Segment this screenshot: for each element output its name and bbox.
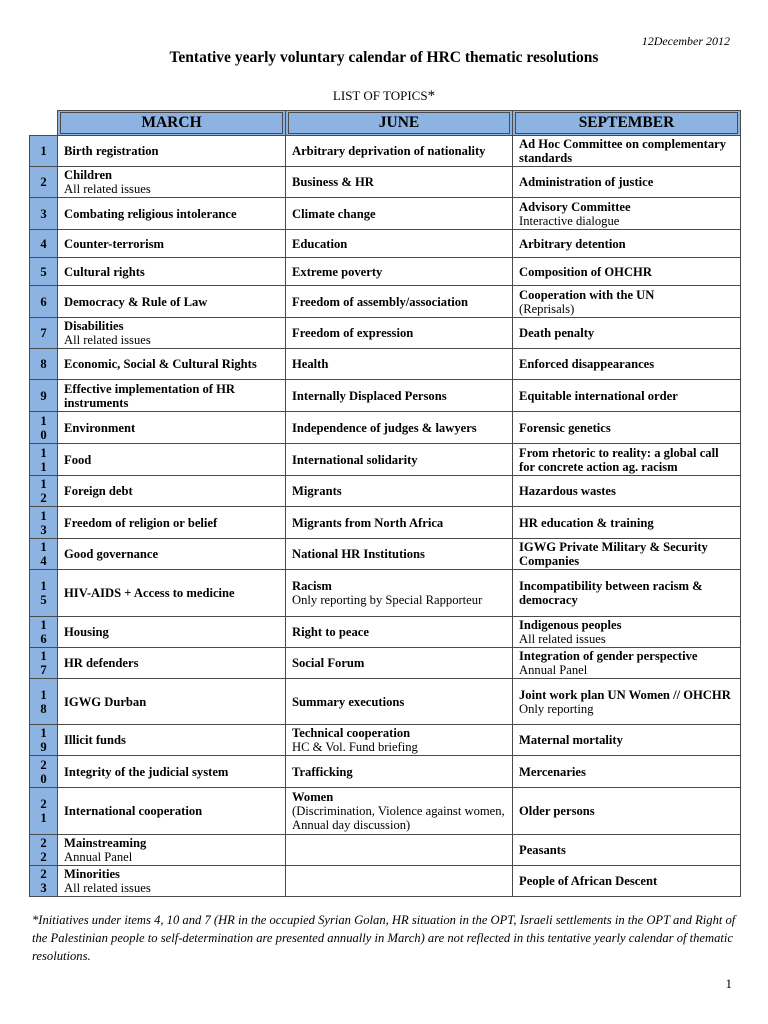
row-number-text: 8 (40, 357, 47, 371)
topic-title: Food (64, 452, 92, 467)
table-header-row (30, 111, 741, 136)
row-number (30, 648, 58, 679)
row-number (30, 286, 58, 318)
cell-june (286, 617, 513, 648)
cell-september (513, 258, 741, 286)
cell-june (286, 476, 513, 507)
row-number-text: 4 (40, 236, 47, 251)
cell-september (513, 230, 741, 258)
column-header-label: SEPTEMBER (515, 112, 738, 134)
cell-march (58, 756, 286, 788)
cell-september (513, 380, 741, 412)
row-number-text: 6 (40, 294, 47, 309)
cell-september (513, 167, 741, 198)
topic-title: Children (64, 168, 113, 182)
row-number (30, 507, 58, 539)
topic-title: Racism (292, 579, 332, 593)
row-number (30, 539, 58, 570)
column-header-label: JUNE (288, 112, 510, 134)
cell-march (58, 648, 286, 679)
topic-title: People of African Descent (519, 874, 658, 888)
cell-june (286, 167, 513, 198)
topic-title: Trafficking (292, 764, 353, 779)
table-row (30, 570, 741, 617)
topic-title: Arbitrary detention (519, 236, 626, 251)
topic-title: Joint work plan UN Women // OHCHR (519, 687, 731, 702)
cell-september (513, 725, 741, 756)
row-number (30, 788, 58, 835)
row-number-text: 19 (40, 726, 47, 754)
row-number-text: 18 (40, 687, 47, 716)
cell-september (513, 507, 741, 539)
topic-title: HR education & training (519, 515, 654, 530)
topic-title: Illicit funds (64, 733, 126, 747)
cell-june (286, 507, 513, 539)
topic-title: Climate change (292, 206, 376, 221)
cell-june (286, 725, 513, 756)
cell-march (58, 258, 286, 286)
topic-title: Indigenous peoples (519, 618, 622, 632)
table-row (30, 286, 741, 318)
cell-june (286, 318, 513, 349)
cell-march (58, 679, 286, 725)
topic-note: (Reprisals) (519, 301, 575, 316)
table-body (30, 136, 741, 897)
cell-september (513, 136, 741, 167)
topic-title: Death penalty (519, 326, 595, 340)
topic-title: Older persons (519, 804, 595, 818)
cell-march (58, 349, 286, 380)
table-row (30, 788, 741, 835)
table-row (30, 866, 741, 897)
subtitle-text: LIST OF TOPICS (332, 88, 428, 103)
topic-title: Mainstreaming (64, 836, 147, 850)
table-row (30, 412, 741, 444)
topic-title: International solidarity (292, 452, 418, 467)
cell-september (513, 570, 741, 617)
cell-september (513, 412, 741, 444)
table-row (30, 444, 741, 476)
cell-june (286, 788, 513, 835)
topic-note: All related issues (64, 333, 151, 347)
row-number (30, 167, 58, 198)
row-number-text: 17 (40, 649, 47, 677)
topic-title: HR defenders (64, 656, 139, 670)
topic-title: Cooperation with the UN (519, 287, 655, 302)
topic-title: IGWG Durban (64, 694, 147, 709)
cell-march (58, 725, 286, 756)
cell-june (286, 444, 513, 476)
topic-title: Business & HR (292, 175, 374, 189)
row-number (30, 476, 58, 507)
topic-title: Maternal mortality (519, 733, 623, 747)
cell-june (286, 136, 513, 167)
topic-title: Summary executions (292, 694, 405, 709)
topic-title: Environment (64, 420, 136, 435)
cell-march (58, 866, 286, 897)
cell-march (58, 507, 286, 539)
document-date: 12December 2012 (641, 34, 730, 48)
topic-title: Enforced disappearances (519, 357, 655, 371)
table-row (30, 756, 741, 788)
table-row (30, 167, 741, 198)
cell-september (513, 617, 741, 648)
topic-title: National HR Institutions (292, 547, 425, 561)
cell-september (513, 539, 741, 570)
table-row (30, 318, 741, 349)
row-number-text: 12 (40, 477, 47, 505)
topic-title: Migrants (292, 484, 342, 498)
page-number: 1 (725, 976, 732, 991)
cell-june (286, 866, 513, 897)
row-number (30, 318, 58, 349)
topic-title: Technical cooperation (292, 726, 411, 740)
topic-title: Cultural rights (64, 264, 145, 279)
cell-september (513, 788, 741, 835)
row-number (30, 866, 58, 897)
row-number (30, 835, 58, 866)
cell-june (286, 679, 513, 725)
topic-title: Migrants from North Africa (292, 515, 444, 530)
topic-title: Right to peace (292, 625, 369, 639)
topic-title: Birth registration (64, 144, 159, 158)
cell-june (286, 835, 513, 866)
cell-june (286, 539, 513, 570)
topic-title: HIV-AIDS + Access to medicine (64, 586, 235, 600)
column-header-label: MARCH (60, 112, 283, 134)
cell-march (58, 476, 286, 507)
footnote: *Initiatives under items 4, 10 and 7 (HR in the occupied Syrian Golan, HR situation in the OPT, Israeli settlements in the OPT and Right of the Palestinian people to self-determination are presented annually in March) are not reflected in this tentative yearly calendar of thematic resolutions. (32, 913, 736, 963)
row-number-text: 11 (40, 445, 47, 474)
row-number (30, 258, 58, 286)
table-row (30, 380, 741, 412)
topic-title: Economic, Social & Cultural Rights (64, 357, 257, 371)
table-row (30, 507, 741, 539)
cell-march (58, 230, 286, 258)
topic-title: Ad Hoc Committee on complementary standards (519, 137, 727, 165)
topic-title: Counter-terrorism (64, 236, 165, 251)
row-number (30, 679, 58, 725)
topic-note: (Discrimination, Violence against women, Annual day discussion) (292, 804, 505, 832)
topic-title: Freedom of religion or belief (64, 515, 218, 530)
table-row (30, 198, 741, 230)
topic-title: Integration of gender perspective (519, 649, 698, 663)
table-row (30, 136, 741, 167)
cell-march (58, 835, 286, 866)
row-number (30, 444, 58, 476)
cell-march (58, 286, 286, 318)
subtitle-asterisk: * (427, 88, 436, 104)
cell-june (286, 648, 513, 679)
topic-title: Minorities (64, 867, 120, 881)
cell-june (286, 756, 513, 788)
cell-september (513, 318, 741, 349)
cell-march (58, 136, 286, 167)
topic-title: Freedom of assembly/association (292, 294, 469, 309)
cell-june (286, 230, 513, 258)
column-header-september (513, 111, 741, 136)
table-row (30, 258, 741, 286)
topic-title: Freedom of expression (292, 326, 414, 340)
cell-march (58, 444, 286, 476)
topic-title: Arbitrary deprivation of nationality (292, 144, 486, 158)
topic-title: IGWG Private Military & Security Companies (519, 540, 708, 568)
topic-title: Mercenaries (519, 764, 586, 779)
topic-note: Interactive dialogue (519, 213, 620, 228)
column-header-march (58, 111, 286, 136)
topic-title: Advisory Committee (519, 199, 631, 214)
topic-title: Extreme poverty (292, 264, 383, 279)
row-number-text: 5 (40, 264, 47, 279)
topic-title: Equitable international order (519, 388, 678, 403)
row-number (30, 136, 58, 167)
table-row (30, 230, 741, 258)
cell-march (58, 198, 286, 230)
row-number-text: 14 (40, 540, 47, 568)
table-row (30, 648, 741, 679)
topic-title: Housing (64, 625, 109, 639)
topic-title: Peasants (519, 843, 566, 857)
row-number-text: 21 (40, 797, 47, 825)
row-number (30, 570, 58, 617)
row-number-text: 9 (40, 388, 47, 403)
table-row (30, 539, 741, 570)
topic-note: Annual Panel (519, 663, 588, 677)
topic-title: From rhetoric to reality: a global call for concrete action ag. racism (519, 445, 719, 474)
cell-march (58, 788, 286, 835)
row-number (30, 380, 58, 412)
cell-september (513, 444, 741, 476)
topic-title: Women (292, 790, 334, 804)
cell-june (286, 412, 513, 444)
row-number-text: 20 (40, 757, 47, 786)
row-number-text: 13 (40, 508, 47, 537)
cell-september (513, 476, 741, 507)
cell-september (513, 349, 741, 380)
topic-title: Hazardous wastes (519, 484, 616, 498)
topic-title: Combating religious intolerance (64, 206, 237, 221)
row-number (30, 349, 58, 380)
row-number (30, 725, 58, 756)
cell-march (58, 167, 286, 198)
column-header-june (286, 111, 513, 136)
topic-note: All related issues (64, 881, 151, 895)
cell-june (286, 258, 513, 286)
cell-march (58, 617, 286, 648)
table-row (30, 835, 741, 866)
topic-title: Health (292, 357, 329, 371)
cell-september (513, 756, 741, 788)
list-subtitle (0, 88, 768, 105)
row-number-text: 23 (40, 867, 47, 895)
row-number-text: 3 (40, 206, 47, 221)
topic-note: Only reporting (519, 701, 594, 716)
header-corner (30, 111, 58, 136)
row-number (30, 412, 58, 444)
topic-title: Composition of OHCHR (519, 264, 652, 279)
topic-note: HC & Vol. Fund briefing (292, 740, 418, 754)
cell-september (513, 286, 741, 318)
topic-title: Incompatibility between racism & democracy (519, 579, 703, 607)
cell-september (513, 835, 741, 866)
row-number-text: 10 (40, 413, 47, 442)
table-row (30, 476, 741, 507)
cell-march (58, 539, 286, 570)
cell-june (286, 286, 513, 318)
row-number-text: 22 (40, 836, 47, 864)
topic-note: Annual Panel (64, 850, 133, 864)
topic-title: Foreign debt (64, 484, 133, 498)
row-number-text: 1 (40, 144, 47, 158)
topic-note: Only reporting by Special Rapporteur (292, 593, 483, 607)
cell-june (286, 349, 513, 380)
topic-title: Democracy & Rule of Law (64, 294, 208, 309)
topic-title: Social Forum (292, 656, 365, 670)
topic-title: Education (292, 236, 348, 251)
row-number-text: 7 (40, 326, 47, 340)
row-number-text: 2 (40, 175, 47, 189)
topic-title: Good governance (64, 547, 159, 561)
table-row (30, 679, 741, 725)
cell-march (58, 318, 286, 349)
topic-title: Integrity of the judicial system (64, 764, 229, 779)
topic-title: Administration of justice (519, 175, 654, 189)
row-number-text: 16 (40, 618, 47, 646)
document-title: Tentative yearly voluntary calendar of HRC thematic resolutions (169, 49, 599, 66)
table-row (30, 349, 741, 380)
cell-september (513, 679, 741, 725)
topics-table (29, 110, 741, 897)
topic-title: Disabilities (64, 319, 124, 333)
topic-title: Independence of judges & lawyers (292, 420, 477, 435)
topic-title: Effective implementation of HR instruments (64, 381, 236, 410)
topic-title: Internally Displaced Persons (292, 388, 447, 403)
topic-note: All related issues (64, 182, 151, 196)
cell-march (58, 380, 286, 412)
topic-title: International cooperation (64, 804, 203, 818)
topic-title: Forensic genetics (519, 420, 611, 435)
cell-june (286, 198, 513, 230)
topic-note: All related issues (519, 632, 606, 646)
cell-june (286, 380, 513, 412)
row-number (30, 756, 58, 788)
table-row (30, 617, 741, 648)
cell-september (513, 198, 741, 230)
cell-september (513, 866, 741, 897)
table-row (30, 725, 741, 756)
cell-march (58, 412, 286, 444)
row-number (30, 198, 58, 230)
cell-september (513, 648, 741, 679)
cell-june (286, 570, 513, 617)
row-number (30, 617, 58, 648)
cell-march (58, 570, 286, 617)
row-number-text: 15 (40, 579, 47, 607)
row-number (30, 230, 58, 258)
